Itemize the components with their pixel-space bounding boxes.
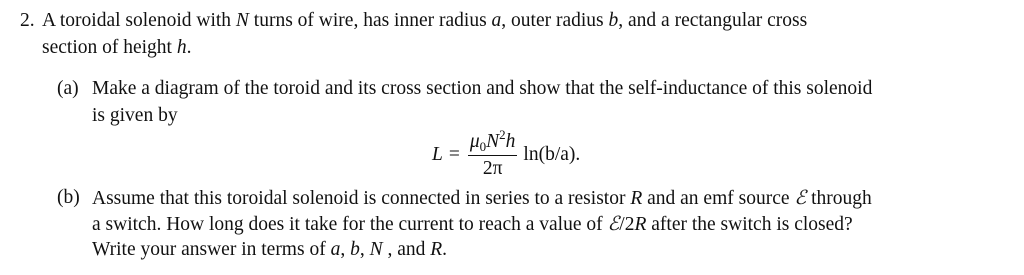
problem-stem-line-1: [42, 9, 807, 33]
var-b: b: [608, 10, 619, 31]
part-b-text: Assume that this toroidal solenoid is connected in series to a resistor: [92, 188, 631, 209]
eq-equals: =: [448, 144, 460, 165]
var-R: R: [430, 239, 443, 260]
part-b-line-3: [92, 238, 447, 262]
part-b-label: (b): [57, 187, 80, 208]
var-b: b: [350, 239, 360, 260]
var-emf: ℰ: [794, 186, 807, 209]
eq-N: N: [486, 130, 500, 152]
stem-text: A toroidal solenoid with: [42, 10, 236, 31]
inductance-equation: [432, 128, 580, 182]
var-emf: ℰ: [607, 212, 620, 235]
part-b-text: and an emf source: [642, 188, 795, 209]
stem-text: turns of wire, has inner radius: [248, 10, 492, 31]
var-a: a: [330, 239, 341, 260]
var-N: N: [369, 239, 383, 260]
eq-N-sup: 2: [499, 126, 506, 142]
var-N: N: [235, 10, 249, 31]
eq-fraction: [468, 126, 518, 180]
var-a: a: [491, 10, 502, 31]
eq-denominator: 2π: [482, 157, 503, 179]
stem-text: , outer radius: [501, 10, 609, 31]
part-b-line-2: [92, 212, 853, 237]
part-b-text: after the switch is closed?: [646, 214, 853, 235]
part-b-text: ,: [359, 239, 370, 260]
part-b-line-1: [92, 186, 872, 211]
eq-log-term: ln(b/a).: [523, 144, 581, 165]
part-b-text: /2: [619, 214, 635, 235]
part-a-label: (a): [57, 78, 79, 99]
part-b-text: .: [442, 239, 448, 260]
problem-number: 2.: [20, 10, 35, 31]
eq-lhs-L: L: [432, 144, 443, 165]
eq-mu: μ: [469, 130, 480, 152]
part-b-text: through: [806, 188, 872, 209]
stem-text: , and a rectangular cross: [618, 10, 808, 31]
var-h: h: [176, 37, 187, 58]
eq-h: h: [505, 130, 516, 152]
eq-numerator: [468, 126, 518, 156]
part-b-text: , and: [382, 239, 431, 260]
eq-mu-sub: 0: [479, 138, 487, 154]
stem-text: section of height: [42, 37, 177, 58]
var-R: R: [634, 214, 647, 235]
part-a-line-1: Make a diagram of the toroid and its cross section and show that the self-inductance of this solenoid: [92, 78, 873, 99]
var-R: R: [630, 188, 643, 209]
part-b-text: a switch. How long does it take for the current to reach a value of: [92, 214, 608, 235]
part-b-text: ,: [340, 239, 351, 260]
part-b-text: Write your answer in terms of: [92, 239, 331, 260]
problem-stem-line-2: [42, 36, 191, 60]
stem-text: .: [186, 37, 192, 58]
part-a-line-2: is given by: [92, 105, 178, 126]
